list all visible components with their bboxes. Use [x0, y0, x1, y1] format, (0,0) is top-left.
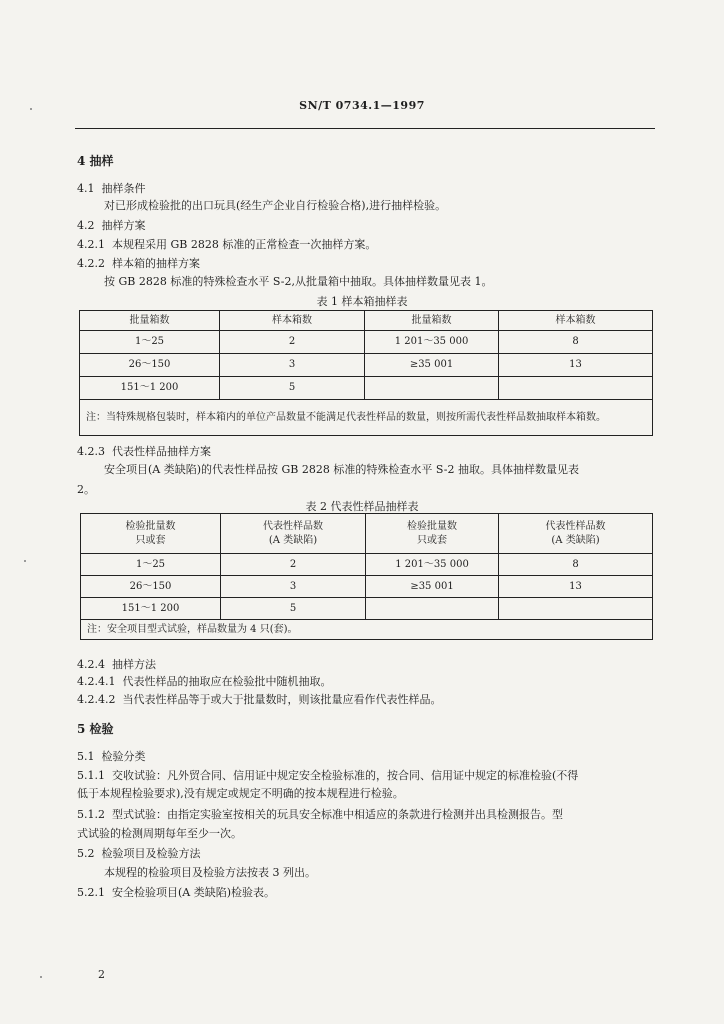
table-header-cell: 批量箱数 — [80, 311, 220, 331]
section-number: 4.2.2 — [77, 257, 105, 270]
section-4-2-3-text-line2: 2。 — [77, 483, 95, 496]
section-4-1-text: 对已形成检验批的出口玩具(经生产企业自行检验合格),进行抽样检验。 — [104, 199, 447, 212]
page-number: 2 — [98, 968, 105, 981]
table-cell — [499, 377, 653, 400]
table-1 — [79, 310, 653, 436]
section-5-1-2-line2: 式试验的检测周期每年至少一次。 — [77, 827, 242, 840]
table-cell: ≥35 001 — [365, 354, 499, 377]
table-header-cell: 样本箱数 — [499, 311, 653, 331]
section-text: 型式试验：由指定实验室按相关的玩具安全标准中相适应的条款进行检测并出具检测报告。型 — [112, 808, 563, 821]
section-number: 4.2.4.2 — [77, 693, 116, 706]
table-header-cell — [366, 514, 499, 554]
section-title: 代表性样品抽样方案 — [112, 445, 211, 458]
table-cell: 3 — [221, 576, 366, 598]
section-number: 4.2 — [77, 219, 95, 232]
section-5-2-heading — [77, 845, 201, 861]
section-number: 4.2.1 — [77, 238, 105, 251]
table-cell: 3 — [220, 354, 365, 377]
section-4-2-4-2 — [77, 691, 441, 707]
section-number: 5.2.1 — [77, 886, 105, 899]
header-line: 只或套 — [417, 534, 447, 546]
section-5-title: 5 检验 — [77, 722, 114, 736]
section-number: 5.1 — [77, 750, 95, 763]
table-cell: 26～150 — [80, 354, 220, 377]
table-cell — [366, 598, 499, 620]
table-cell: 2 — [220, 331, 365, 354]
table-cell: 26～150 — [81, 576, 221, 598]
section-number: 5.1.2 — [77, 808, 105, 821]
section-number: 5.1.1 — [77, 769, 105, 782]
table-cell: 5 — [220, 377, 365, 400]
header-line: 只或套 — [135, 534, 166, 546]
scan-speck — [30, 108, 32, 110]
table-header-cell — [499, 514, 653, 554]
table-header-cell — [221, 514, 366, 554]
section-5-1-1-line1 — [77, 767, 578, 783]
section-number: 4.2.4.1 — [77, 675, 116, 688]
section-number: 5.2 — [77, 847, 95, 860]
section-text: 本规程采用 GB 2828 标准的正常检查一次抽样方案。 — [112, 238, 377, 251]
table-note: 注：当特殊规格包装时，样本箱内的单位产品数量不能满足代表性样品的数量，则按所需代表性样品数抽取样本箱数。 — [80, 400, 653, 436]
section-text: 安全检验项目(A 类缺陷)检验表。 — [112, 886, 276, 899]
section-text: 交收试验：凡外贸合同、信用证中规定安全检验标准的，按合同、信用证中规定的标准检验(不得 — [112, 769, 579, 782]
header-line: 检验批量数 — [125, 520, 176, 532]
section-title: 抽样条件 — [101, 182, 146, 195]
scan-speck — [40, 976, 42, 978]
section-4-title: 4 抽样 — [77, 154, 114, 168]
table-cell: 1～25 — [80, 331, 220, 354]
section-title: 检验项目及检验方法 — [101, 847, 201, 860]
table-cell — [365, 377, 499, 400]
section-text: 当代表性样品等于或大于批量数时，则该批量应看作代表性样品。 — [122, 693, 442, 706]
table-cell: 151～1 200 — [80, 377, 220, 400]
table-2-caption: 表 2 代表性样品抽样表 — [305, 500, 419, 513]
section-4-2-3-text-line1: 安全项目(A 类缺陷)的代表性样品按 GB 2828 标准的特殊检查水平 S-2 抽取。具体抽样数量见表 — [104, 463, 580, 476]
table-cell: 151～1 200 — [81, 598, 221, 620]
table-row — [81, 576, 653, 598]
section-number: 4.2.4 — [77, 658, 105, 671]
table-cell: 1 201～35 000 — [365, 331, 499, 354]
header-line: 代表性样品数 — [545, 520, 606, 532]
table-note-row — [80, 400, 653, 436]
table-cell — [499, 598, 653, 620]
section-number: 4.1 — [77, 182, 95, 195]
table-1-caption: 表 1 样本箱抽样表 — [316, 295, 408, 308]
table-row — [80, 331, 653, 354]
header-rule — [75, 128, 655, 129]
section-5-2-text: 本规程的检验项目及检验方法按表 3 列出。 — [104, 866, 316, 879]
table-header-cell: 样本箱数 — [220, 311, 365, 331]
table-cell: 8 — [499, 331, 653, 354]
header-line: 检验批量数 — [407, 520, 457, 532]
section-5-1-2-line1 — [77, 806, 563, 822]
section-4-2-2-text: 按 GB 2828 标准的特殊检查水平 S-2,从批量箱中抽取。具体抽样数量见表 1。 — [104, 275, 493, 288]
section-title: 样本箱的抽样方案 — [112, 257, 200, 270]
header-line: (A 类缺陷) — [551, 534, 600, 546]
table-header-row — [80, 311, 653, 331]
section-4-2-3-heading — [77, 443, 211, 459]
section-number: 4.2.3 — [77, 445, 105, 458]
table-cell: 1 201～35 000 — [366, 554, 499, 576]
table-row — [81, 598, 653, 620]
section-4-2-1 — [77, 236, 376, 252]
section-5-2-1 — [77, 884, 275, 900]
section-text: 代表性样品的抽取应在检验批中随机抽取。 — [122, 675, 332, 688]
section-title: 抽样方法 — [112, 658, 156, 671]
table-cell: ≥35 001 — [366, 576, 499, 598]
scan-speck — [24, 560, 26, 562]
table-cell: 2 — [221, 554, 366, 576]
table-row — [81, 554, 653, 576]
section-5-1-heading — [77, 748, 146, 764]
table-cell: 8 — [499, 554, 653, 576]
section-4-2-2-heading — [77, 255, 200, 271]
table-header-cell: 批量箱数 — [365, 311, 499, 331]
section-4-2-4-heading — [77, 656, 156, 672]
table-header-cell — [81, 514, 221, 554]
table-cell: 1～25 — [81, 554, 221, 576]
table-cell: 5 — [221, 598, 366, 620]
header-line: (A 类缺陷) — [268, 534, 318, 546]
section-title: 检验分类 — [101, 750, 146, 763]
table-note: 注：安全项目型式试验，样品数量为 4 只(套)。 — [81, 620, 653, 640]
section-4-2-4-1 — [77, 673, 331, 689]
section-5-1-1-line2: 低于本规程检验要求),没有规定或规定不明确的按本规程进行检验。 — [77, 787, 404, 800]
section-title: 抽样方案 — [101, 219, 146, 232]
header-line: 代表性样品数 — [263, 520, 323, 532]
section-4-2-heading — [77, 217, 146, 233]
table-header-row — [81, 514, 653, 554]
page-header: SN/T 0734.1—1997 — [299, 99, 425, 112]
section-4-1-heading — [77, 180, 146, 196]
table-row — [80, 354, 653, 377]
table-2 — [80, 513, 653, 640]
table-cell: 13 — [499, 576, 653, 598]
table-cell: 13 — [499, 354, 653, 377]
table-row — [80, 377, 653, 400]
table-note-row — [81, 620, 653, 640]
